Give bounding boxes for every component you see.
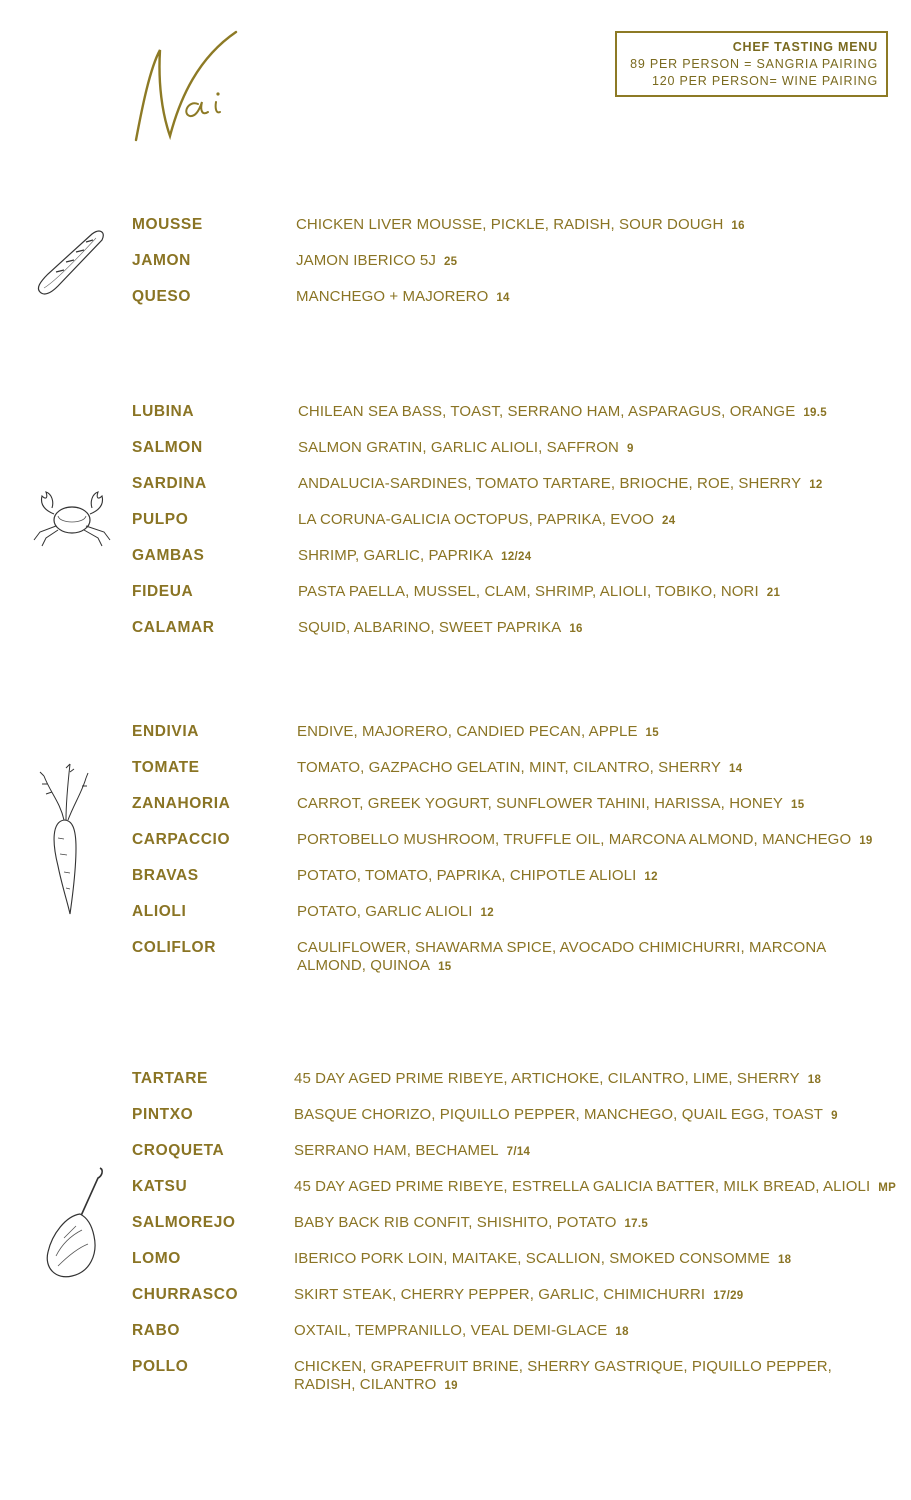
item-price: 12/24 [501,551,532,563]
menu-item [0,1106,911,1142]
tasting-wine-line: 120 PER PERSON= WINE PAIRING [651,74,878,88]
item-price: 19.5 [803,407,827,419]
item-description: POTATO, GARLIC ALIOLI 12 [297,903,494,920]
item-description: CHICKEN, GRAPEFRUIT BRINE, SHERRY GASTRIQUE, PIQUILLO PEPPER, RADISH, CILANTRO 19 [294,1358,832,1393]
item-price: 18 [615,1326,629,1338]
menu-item [0,403,911,439]
item-price: 21 [766,587,781,599]
item-description: PASTA PAELLA, MUSSEL, CLAM, SHRIMP, ALIOLI, TOBIKO, NORI 21 [298,583,781,600]
item-name: CHURRASCO [132,1286,239,1303]
item-price: 15 [791,799,805,811]
item-description: BABY BACK RIB CONFIT, SHISHITO, POTATO 17.5 [294,1214,649,1231]
nai-logo [128,28,248,148]
menu-item [0,1142,911,1178]
menu-item [0,288,911,324]
item-name: KATSU [132,1178,188,1195]
menu-item [0,1322,911,1358]
item-name: PINTXO [132,1106,194,1123]
item-description: TOMATO, GAZPACHO GELATIN, MINT, CILANTRO, SHERRY 14 [297,759,743,776]
menu-item [0,723,911,759]
item-description: 45 DAY AGED PRIME RIBEYE, ARTICHOKE, CILANTRO, LIME, SHERRY 18 [294,1070,822,1087]
item-description: JAMON IBERICO 5J 25 [296,252,458,269]
menu-item [0,619,911,655]
item-name: JAMON [132,252,191,269]
menu-item [0,759,911,795]
menu-item [0,475,911,511]
menu-item [0,1250,911,1286]
menu-item [0,583,911,619]
item-name: CROQUETA [132,1142,225,1159]
menu-item [0,1214,911,1250]
item-description: POTATO, TOMATO, PAPRIKA, CHIPOTLE ALIOLI 12 [297,867,658,884]
item-name: COLIFLOR [132,939,217,956]
item-name: BRAVAS [132,867,199,884]
item-description: SQUID, ALBARINO, SWEET PAPRIKA 16 [298,619,583,636]
item-name: GAMBAS [132,547,205,564]
item-description: CHICKEN LIVER MOUSSE, PICKLE, RADISH, SOUR DOUGH 16 [296,216,745,233]
item-name: ZANAHORIA [132,795,231,812]
item-price: 14 [496,292,510,304]
menu-item [0,511,911,547]
item-price: 25 [443,256,458,268]
menu-item [0,252,911,288]
item-price: 18 [777,1254,792,1266]
item-description: LA CORUNA-GALICIA OCTOPUS, PAPRIKA, EVOO 24 [298,511,676,528]
item-price: 7/14 [506,1146,531,1158]
item-name: CARPACCIO [132,831,231,848]
item-name: ALIOLI [132,903,187,920]
tasting-title: CHEF TASTING MENU [732,40,878,54]
item-description: 45 DAY AGED PRIME RIBEYE, ESTRELLA GALICIA BATTER, MILK BREAD, ALIOLI MP [294,1178,897,1195]
item-name: SARDINA [132,475,207,492]
item-description: CHILEAN SEA BASS, TOAST, SERRANO HAM, ASPARAGUS, ORANGE 19.5 [298,403,827,420]
item-description: CARROT, GREEK YOGURT, SUNFLOWER TAHINI, HARISSA, HONEY 15 [297,795,805,812]
item-price: 9 [627,443,634,455]
menu-item [0,939,911,993]
item-price: 16 [569,623,583,635]
item-description: OXTAIL, TEMPRANILLO, VEAL DEMI-GLACE 18 [294,1322,629,1339]
menu-item [0,831,911,867]
item-price: 24 [662,515,676,527]
item-price: 15 [645,727,659,739]
item-price: 9 [831,1110,838,1122]
menu-item [0,547,911,583]
item-price: 19 [444,1380,458,1392]
item-name: MOUSSE [132,216,203,233]
menu-item [0,867,911,903]
menu-item [0,439,911,475]
item-price: 12 [480,907,494,919]
item-description: SERRANO HAM, BECHAMEL 7/14 [294,1142,531,1159]
item-name: LUBINA [132,403,195,420]
item-description: MANCHEGO + MAJORERO 14 [296,288,510,305]
item-price: 18 [807,1074,822,1086]
item-description: PORTOBELLO MUSHROOM, TRUFFLE OIL, MARCONA ALMOND, MANCHEGO 19 [297,831,873,848]
item-description: ENDIVE, MAJORERO, CANDIED PECAN, APPLE 15 [297,723,659,740]
menu-item [0,1286,911,1322]
item-price: 17.5 [624,1218,649,1230]
item-price: MP [878,1182,897,1194]
item-name: FIDEUA [132,583,194,600]
item-description: SALMON GRATIN, GARLIC ALIOLI, SAFFRON 9 [298,439,634,456]
item-price: 12 [809,479,823,491]
item-name: RABO [132,1322,181,1339]
item-description: BASQUE CHORIZO, PIQUILLO PEPPER, MANCHEGO, QUAIL EGG, TOAST 9 [294,1106,838,1123]
item-description: IBERICO PORK LOIN, MAITAKE, SCALLION, SMOKED CONSOMME 18 [294,1250,792,1267]
item-price: 17/29 [713,1290,744,1302]
item-name: ENDIVIA [132,723,200,740]
menu-item [0,1070,911,1106]
item-price: 16 [731,220,745,232]
item-name: PULPO [132,511,189,528]
item-description: CAULIFLOWER, SHAWARMA SPICE, AVOCADO CHIMICHURRI, MARCONA ALMOND, QUINOA 15 [297,939,826,974]
item-description: ANDALUCIA-SARDINES, TOMATO TARTARE, BRIOCHE, ROE, SHERRY 12 [298,475,823,492]
item-name: QUESO [132,288,191,305]
tasting-sangria-line: 89 PER PERSON = SANGRIA PAIRING [630,57,878,71]
menu-item [0,1178,911,1214]
menu-item [0,216,911,252]
item-price: 15 [438,961,452,973]
item-name: POLLO [132,1358,189,1375]
item-price: 12 [644,871,658,883]
chef-tasting-box [615,31,888,97]
item-name: SALMON [132,439,203,456]
item-name: SALMOREJO [132,1214,236,1231]
item-name: TARTARE [132,1070,208,1087]
menu-item [0,1358,911,1412]
menu-item [0,795,911,831]
item-description: SHRIMP, GARLIC, PAPRIKA 12/24 [298,547,532,564]
item-name: LOMO [132,1250,181,1267]
item-name: TOMATE [132,759,200,776]
menu-item [0,903,911,939]
item-price: 14 [729,763,743,775]
item-name: CALAMAR [132,619,215,636]
item-description: SKIRT STEAK, CHERRY PEPPER, GARLIC, CHIMICHURRI 17/29 [294,1286,744,1303]
item-price: 19 [859,835,873,847]
